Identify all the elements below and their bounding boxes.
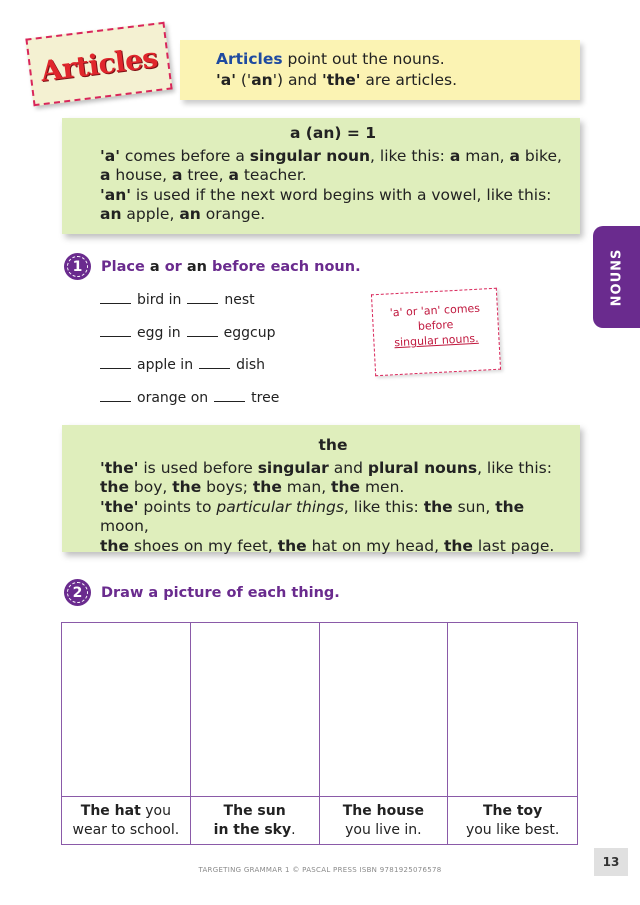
drawing-area[interactable] — [62, 623, 190, 797]
bold-word: 'the' — [100, 458, 139, 477]
blank-field[interactable] — [100, 324, 131, 337]
note-line: before — [417, 318, 454, 333]
note-line: 'a' or 'an' comes — [389, 301, 481, 320]
bold-word: a — [100, 166, 111, 184]
text: or — [159, 258, 187, 275]
text: teacher. — [238, 166, 307, 184]
intro-line-1 — [216, 49, 580, 70]
intro-text: (' — [235, 71, 252, 89]
text: , like this: — [370, 146, 450, 165]
bold-word: the — [423, 497, 453, 516]
badge-number: 1 — [72, 258, 83, 275]
drawing-area[interactable] — [448, 623, 577, 797]
text: man, — [281, 478, 332, 496]
text: tree — [251, 390, 280, 406]
text: orange. — [200, 205, 266, 223]
text: nest — [224, 292, 255, 308]
rule-box-the — [62, 425, 580, 555]
bold-word: an — [100, 205, 122, 223]
section-tab — [593, 226, 640, 328]
text: before each noun. — [207, 258, 361, 275]
bold-word: singular — [257, 458, 329, 477]
bold-word: The toy — [482, 803, 543, 819]
bold-word: 'a' — [100, 146, 120, 165]
blank-field[interactable] — [214, 389, 245, 402]
task-2-heading — [64, 579, 340, 606]
rule-line — [100, 537, 566, 557]
text: bike, — [519, 146, 562, 165]
exercise-row — [100, 389, 279, 406]
bold-word: the — [495, 497, 525, 516]
text: moon, — [100, 517, 149, 535]
bold-word: 'the' — [100, 497, 139, 516]
rule-box-a-an — [62, 118, 580, 234]
rule-line — [100, 186, 566, 206]
hint-note — [371, 288, 501, 376]
rule-line — [100, 147, 566, 167]
bold-word: in the sky — [213, 822, 292, 838]
rule-line — [100, 205, 566, 225]
text: egg in — [137, 325, 181, 341]
text: bird in — [137, 292, 182, 308]
text: Place — [101, 258, 150, 275]
bold-word: 'an' — [100, 185, 131, 204]
intro-line-2 — [216, 70, 580, 91]
blank-field[interactable] — [100, 356, 131, 369]
bold-word: a — [509, 146, 520, 165]
bold-word: a — [449, 146, 461, 165]
drawing-grid — [61, 622, 578, 845]
intro-box — [180, 40, 580, 100]
text: you live in. — [345, 822, 422, 838]
bold-word: the — [277, 536, 307, 555]
text: shoes on my feet, — [128, 536, 278, 555]
bold-word: The house — [342, 803, 424, 819]
blank-field[interactable] — [187, 291, 218, 304]
bold-word: a — [172, 166, 183, 184]
drawing-cell — [62, 623, 191, 844]
drawing-caption — [320, 797, 448, 844]
bold-word: an — [179, 205, 201, 223]
article-an: an — [251, 71, 273, 89]
task-1-heading — [64, 253, 361, 280]
task-2-instruction: Draw a picture of each thing. — [101, 584, 340, 601]
exercise-row — [100, 324, 275, 341]
drawing-cell — [320, 623, 449, 844]
bold-word: the — [100, 536, 129, 555]
page-title: Articles — [38, 40, 160, 88]
intro-text: point out the nouns. — [282, 50, 445, 68]
badge-number: 2 — [72, 584, 83, 601]
text: boys; — [201, 478, 253, 496]
text: a — [149, 258, 160, 275]
number-badge-icon — [64, 579, 91, 606]
section-tab-label: NOUNS — [609, 248, 625, 306]
text: wear to school. — [72, 822, 180, 838]
blank-field[interactable] — [187, 324, 218, 337]
page-number: 13 — [594, 848, 628, 876]
blank-field[interactable] — [199, 356, 230, 369]
exercise-row — [100, 291, 255, 308]
rule-heading: a (an) = 1 — [289, 124, 377, 142]
text: comes before a — [119, 146, 250, 165]
text: sun, — [452, 497, 496, 516]
intro-bold: Articles — [216, 50, 283, 68]
bold-word: the — [252, 478, 282, 496]
task-1-instruction — [101, 259, 361, 275]
bold-word: the — [100, 478, 129, 496]
drawing-area[interactable] — [191, 623, 319, 797]
text: orange on — [137, 390, 209, 406]
footer-credit: TARGETING GRAMMAR 1 © PASCAL PRESS ISBN 9781925076578 — [198, 866, 442, 874]
bold-word: The hat — [80, 803, 141, 819]
italic-phrase: particular things — [216, 497, 344, 516]
drawing-area[interactable] — [320, 623, 448, 797]
text: an — [186, 258, 207, 275]
text: , like this: — [477, 458, 552, 477]
text: house, — [110, 166, 172, 184]
rule-heading: the — [318, 436, 348, 454]
text: you like best. — [465, 822, 560, 838]
text: points to — [138, 497, 217, 516]
bold-word: a — [228, 166, 239, 184]
drawing-caption — [448, 797, 577, 844]
text: apple in — [137, 357, 194, 373]
text: man, — [460, 146, 510, 165]
text: dish — [236, 357, 266, 373]
article-a: 'a' — [216, 71, 236, 89]
bold-word: plural nouns — [367, 458, 478, 477]
drawing-cell — [191, 623, 320, 844]
title-tag — [25, 22, 172, 107]
number-badge-icon — [64, 253, 91, 280]
bold-word: The sun — [223, 803, 286, 819]
text: is used before — [138, 458, 258, 477]
text: men. — [360, 478, 405, 496]
drawing-cell — [448, 623, 577, 844]
rule-line — [100, 166, 566, 186]
bold-word: the — [172, 478, 202, 496]
bold-word: singular noun — [249, 146, 371, 165]
text: tree, — [182, 166, 229, 184]
article-the: 'the' — [322, 71, 361, 89]
bold-word: the — [443, 536, 473, 555]
intro-text: ') and — [272, 71, 323, 89]
text: . — [291, 822, 296, 838]
bold-word: the — [331, 478, 361, 496]
intro-text: are articles. — [360, 71, 458, 89]
rule-line — [100, 478, 566, 498]
text: apple, — [121, 205, 180, 223]
text: hat on my head, — [306, 536, 444, 555]
text: is used if the next word begins with a vowel, like this: — [131, 185, 552, 204]
blank-field[interactable] — [100, 291, 131, 304]
text: boy, — [128, 478, 173, 496]
note-line: singular nouns. — [393, 331, 479, 350]
blank-field[interactable] — [100, 389, 131, 402]
text: , like this: — [343, 497, 424, 516]
exercise-row — [100, 356, 265, 373]
rule-line — [100, 459, 566, 479]
drawing-caption — [191, 797, 319, 844]
text: you — [140, 803, 171, 819]
text: and — [328, 458, 368, 477]
rule-line — [100, 498, 566, 537]
drawing-caption — [62, 797, 190, 844]
text: last page. — [472, 536, 555, 555]
text: eggcup — [223, 325, 276, 341]
